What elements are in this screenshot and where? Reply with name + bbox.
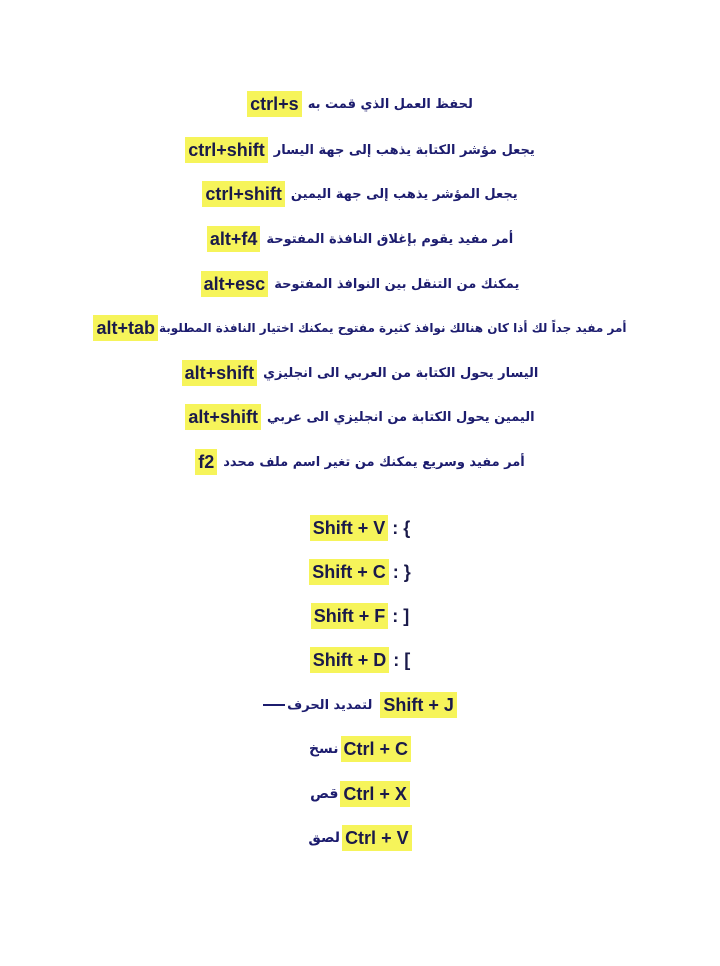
shortcut-description: قص	[310, 786, 339, 802]
shortcut-description: أمر مفيد وسريع يمكنك من تغير اسم ملف محدد	[223, 454, 525, 470]
shortcut-line	[0, 358, 720, 388]
shortcut-key: Shift + F	[311, 603, 389, 629]
symbol-output: : [	[393, 649, 411, 670]
shortcut-line	[0, 179, 720, 209]
symbol-line	[0, 513, 720, 543]
shortcut-description: يمكنك من التنقل بين النوافذ المفتوحة	[274, 276, 520, 292]
shortcut-description: لتمديد الحرف	[287, 697, 373, 713]
shortcut-key: ctrl+shift	[185, 137, 268, 163]
shortcut-description: لحفظ العمل الذي قمت به	[307, 96, 473, 112]
shortcut-description: يجعل مؤشر الكتابة يذهب إلى جهة اليسار	[273, 142, 535, 158]
shortcut-line	[0, 402, 720, 432]
shortcut-description: نسخ	[308, 741, 339, 757]
shortcut-description: أمر مفيد جداً لك أذا كان هنالك نوافذ كثيرة مفتوح يمكنك اختيار النافذة المطلوبة	[159, 321, 627, 335]
shortcut-line	[0, 224, 720, 254]
symbol-output: : ]	[392, 605, 410, 626]
symbol-line	[0, 645, 720, 675]
shortcut-key: f2	[195, 449, 217, 475]
shortcut-key: alt+esc	[201, 271, 269, 297]
shortcut-key: Ctrl + X	[340, 781, 410, 807]
shortcut-description: اليسار يحول الكتابة من العربي الى انجليزي	[263, 365, 539, 381]
shortcut-key: alt+shift	[185, 404, 261, 430]
shortcut-description: أمر مفيد يقوم بإغلاق النافذة المفتوحة	[266, 231, 514, 247]
shortcut-description: يجعل المؤشر يذهب إلى جهة اليمين	[290, 186, 518, 202]
shortcut-description: اليمين يحول الكتابة من انجليزي الى عربي	[266, 409, 535, 425]
shortcut-line	[0, 313, 720, 343]
shortcut-key: alt+shift	[182, 360, 258, 386]
shortcut-key: Shift + D	[310, 647, 390, 673]
shortcut-key: Ctrl + V	[342, 825, 412, 851]
shortcut-line	[0, 447, 720, 477]
symbol-output: : }	[392, 561, 411, 582]
shortcut-line	[0, 135, 720, 165]
symbol-output: : {	[392, 517, 411, 538]
shortcut-line	[0, 89, 720, 119]
shortcut-line	[0, 269, 720, 299]
symbol-line	[0, 557, 720, 587]
shortcut-key: ctrl+s	[247, 91, 302, 117]
tatweel-dash	[263, 704, 285, 706]
shortcut-key: ctrl+shift	[202, 181, 285, 207]
extra-line	[0, 690, 720, 720]
extra-line	[0, 734, 720, 764]
shortcut-description: لصق	[308, 830, 341, 846]
shortcut-key: alt+f4	[207, 226, 261, 252]
extra-line	[0, 823, 720, 853]
shortcut-key: Shift + J	[380, 692, 457, 718]
extra-line	[0, 779, 720, 809]
symbol-line	[0, 601, 720, 631]
shortcut-key: Shift + V	[310, 515, 389, 541]
shortcut-key: Ctrl + C	[341, 736, 412, 762]
shortcut-key: Shift + C	[309, 559, 389, 585]
shortcut-key: alt+tab	[93, 315, 158, 341]
